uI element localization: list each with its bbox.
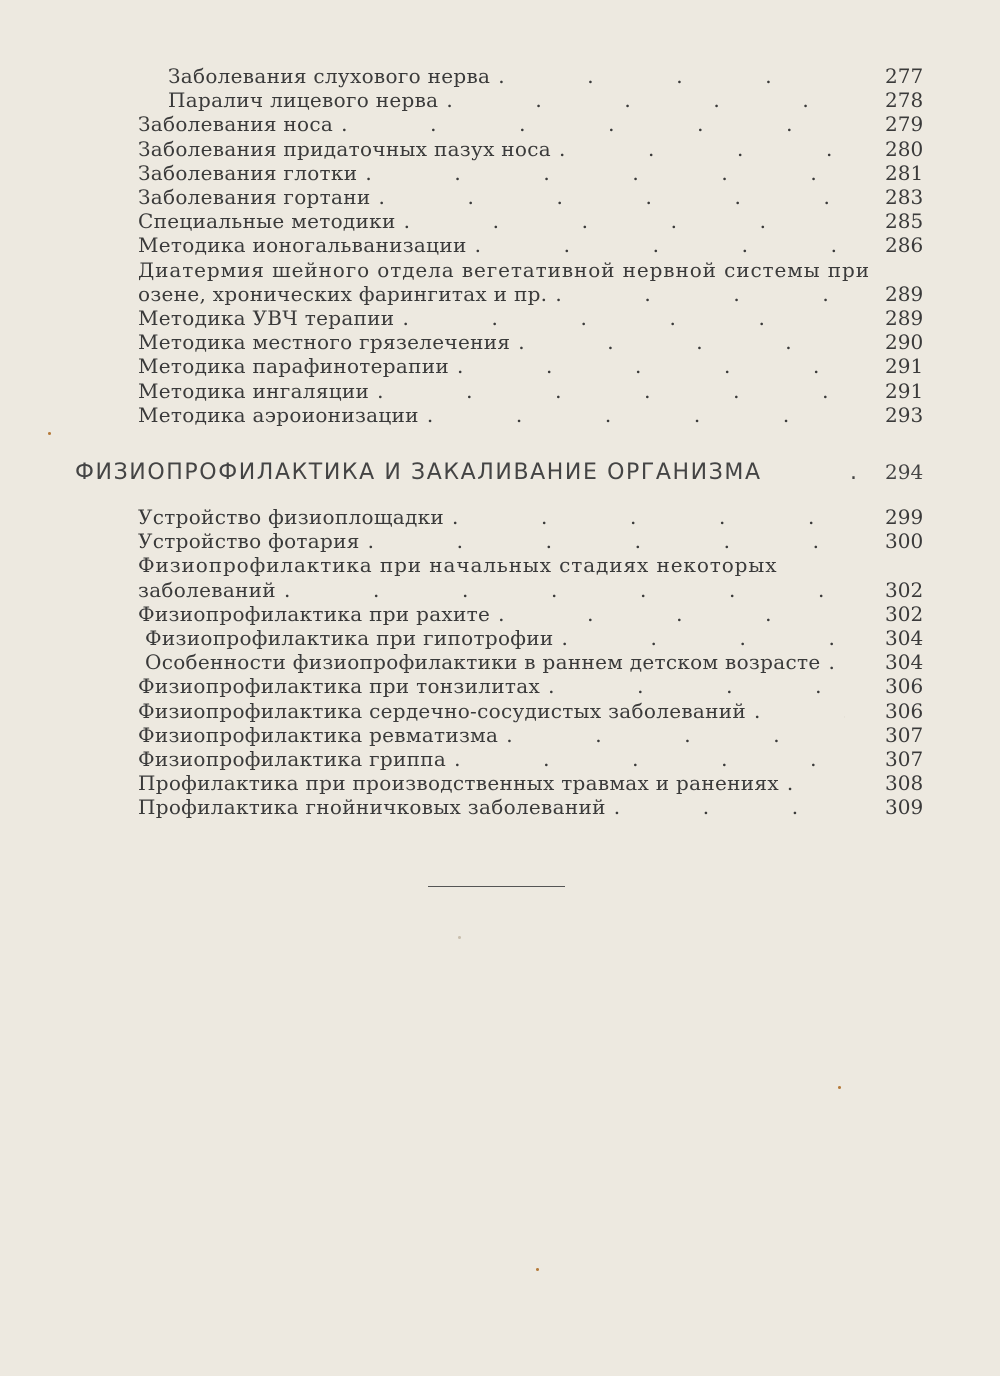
dot-leader (498, 64, 845, 88)
dot-leader (365, 161, 845, 185)
dot-leader (454, 747, 845, 771)
toc-page-number: 289 (885, 281, 924, 306)
dot-leader (562, 626, 846, 650)
toc-entry (138, 257, 870, 282)
toc-entry (138, 553, 855, 577)
toc-page-number: 283 (885, 185, 924, 209)
toc-entry (138, 505, 924, 529)
dot-leader (341, 112, 845, 136)
toc-page-number: 304 (885, 626, 924, 650)
toc-entry (138, 330, 924, 355)
toc-entry (138, 306, 924, 330)
toc-entry (138, 112, 924, 137)
dot-leader (787, 771, 845, 795)
toc-entry-title: Физиопрофилактика сердечно-сосудистых заболеваний (138, 698, 747, 723)
toc-entry-title: Физиопрофилактика при рахите (138, 601, 491, 626)
dot-leader (506, 723, 845, 747)
paper-speck (536, 1268, 539, 1271)
toc-page-number: 308 (885, 771, 924, 796)
toc-page-number: 302 (885, 601, 924, 626)
toc-entry (145, 626, 924, 650)
toc-entry-title: Методика ингаляции (138, 378, 370, 403)
toc-entry-title: Методика местного грязелечения (138, 330, 511, 355)
toc-entry-title: Методика парафинотерапии (138, 354, 449, 379)
toc-entry (168, 88, 924, 113)
toc-page-number: 290 (885, 330, 924, 355)
toc-page-number: 289 (885, 306, 924, 330)
dot-leader (452, 505, 845, 529)
toc-entry (138, 771, 924, 796)
toc-entry (138, 160, 924, 185)
toc-entry-title: Устройство фотария (138, 529, 360, 554)
section-leader: . (850, 460, 859, 485)
toc-page-number: 278 (885, 88, 924, 113)
section-heading (75, 460, 935, 485)
dot-leader (614, 795, 845, 819)
section-page-number: 294 (885, 460, 924, 484)
toc-entry (138, 233, 924, 258)
toc-entry-title: Диатермия шейного отдела вегетативной нервной системы при (138, 257, 870, 282)
dot-leader (475, 233, 845, 257)
toc-entry (138, 529, 924, 554)
toc-page-number: 302 (885, 577, 924, 602)
dot-leader (446, 88, 845, 112)
dot-leader (828, 650, 845, 674)
toc-page-number: 281 (885, 160, 924, 185)
toc-entry-title: Заболевания носа (138, 112, 334, 137)
toc-page-number: 279 (885, 112, 924, 137)
toc-entry-title: Паралич лицевого нерва (168, 88, 439, 113)
toc-page-number: 277 (885, 64, 924, 88)
dot-leader (427, 403, 845, 427)
toc-page-number: 306 (885, 674, 924, 699)
paper-speck (458, 936, 461, 939)
dot-leader (284, 578, 845, 602)
toc-page-number: 300 (885, 529, 924, 554)
toc-entry-title: Физиопрофилактика при тонзилитах (138, 674, 541, 699)
toc-page-number: 309 (885, 795, 924, 820)
toc-page-number: 307 (885, 722, 924, 747)
toc-entry-title: Особенности физиопрофилактики в раннем детском возрасте (145, 650, 821, 675)
toc-page-number: 304 (885, 650, 924, 675)
dot-leader (379, 185, 846, 209)
toc-entry (138, 185, 924, 209)
toc-entry-title: Физиопрофилактика при начальных стадиях некоторых (138, 553, 778, 578)
toc-page-number: 291 (885, 378, 924, 403)
toc-entry-title: Заболевания гортани (138, 185, 371, 209)
paper-speck (838, 1086, 841, 1089)
toc-entry (138, 601, 924, 626)
toc-entry (138, 402, 924, 427)
toc-page-number: 299 (885, 505, 924, 529)
toc-page-number: 291 (885, 354, 924, 379)
dot-leader (548, 674, 845, 698)
paper-speck (48, 432, 51, 435)
dot-leader (402, 306, 845, 330)
toc-entry (138, 674, 924, 699)
toc-entry-title: заболеваний (138, 577, 276, 602)
toc-page-number: 286 (885, 233, 924, 258)
toc-entry (138, 747, 924, 771)
closing-rule (428, 886, 565, 887)
toc-entry (138, 577, 924, 602)
toc-entry (138, 281, 924, 306)
toc-entry (138, 378, 924, 403)
toc-entry-title: Профилактика при производственных травмах и ранениях (138, 771, 779, 796)
toc-entry (138, 698, 924, 723)
toc-entry-title: Физиопрофилактика при гипотрофии (145, 626, 554, 650)
toc-entry-title: Профилактика гнойничковых заболеваний (138, 795, 606, 820)
toc-entry-title: Специальные методики (138, 209, 396, 234)
toc-entry (138, 209, 924, 234)
dot-leader (559, 137, 845, 161)
toc-entry-title: Устройство физиоплощадки (138, 505, 445, 529)
toc-entry-title: Физиопрофилактика ревматизма (138, 722, 499, 747)
toc-entry-title: озене, хронических фарингитах и пр. (138, 281, 548, 306)
toc-entry (138, 722, 924, 747)
toc-entry-title: Заболевания глотки (138, 160, 358, 185)
toc-entry (168, 64, 924, 88)
toc-entry-title: Физиопрофилактика гриппа (138, 747, 447, 771)
dot-leader (555, 282, 845, 306)
toc-page-number: 307 (885, 747, 924, 771)
toc-entry-title: Методика аэроионизации (138, 402, 419, 427)
dot-leader (377, 379, 845, 403)
dot-leader (404, 209, 845, 233)
toc-page-number: 306 (885, 698, 924, 723)
dot-leader (368, 529, 845, 553)
dot-leader (457, 354, 845, 378)
dot-leader (518, 330, 845, 354)
section-title: ФИЗИОПРОФИЛАКТИКА И ЗАКАЛИВАНИЕ ОРГАНИЗМА (75, 460, 762, 485)
toc-entry (138, 795, 924, 820)
toc-entry-title: Методика ионогальванизации (138, 233, 467, 258)
dot-leader (498, 602, 845, 626)
dot-leader (754, 699, 845, 723)
toc-entry-title: Заболевания придаточных пазух носа (138, 136, 552, 161)
toc-page-number: 293 (885, 402, 924, 427)
toc-page-number: 285 (885, 209, 924, 234)
toc-entry (145, 650, 924, 675)
toc-entry-title: Заболевания слухового нерва (168, 64, 491, 88)
toc-entry-title: Методика УВЧ терапии (138, 306, 395, 330)
toc-page-number: 280 (885, 136, 924, 161)
toc-entry (138, 354, 924, 379)
toc-entry (138, 136, 924, 161)
